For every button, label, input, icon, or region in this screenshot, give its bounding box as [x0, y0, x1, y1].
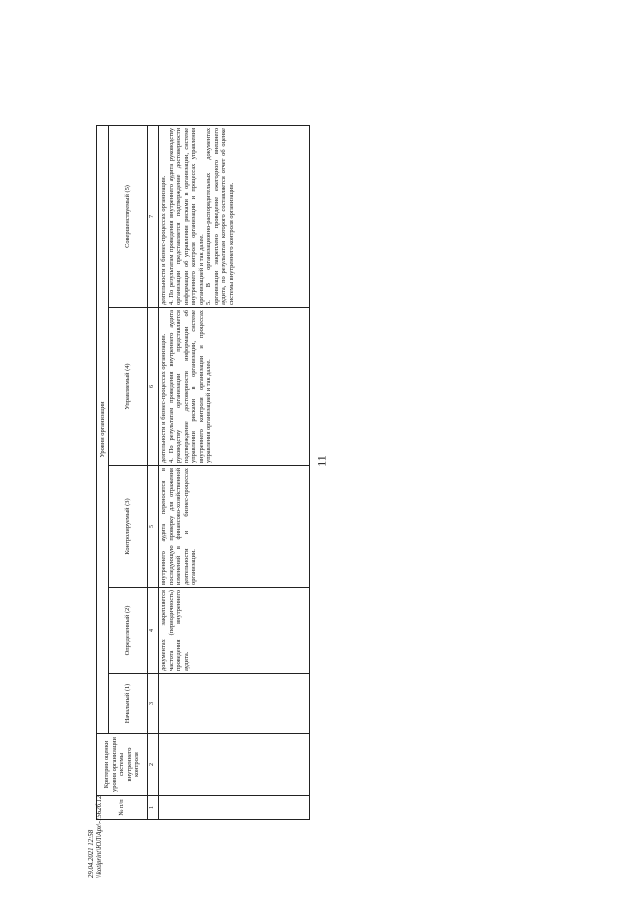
cell-paragraph: деятельности и бизнес-процессах организации.: [160, 175, 167, 305]
header-level-1: Начальный (1): [109, 674, 148, 734]
cell-text: внутреннего аудита переносятся в последующую проверку для отражения изменений в финансово-хозяйственной деятельности и бизнес-процессах организации.: [160, 468, 198, 585]
header-row-levels: [109, 125, 148, 819]
cell-text: документах закрепляется частота (периодичность) проведения внутреннего аудита.: [160, 590, 190, 671]
cell-level-5: [159, 125, 310, 307]
col-number: 3: [148, 674, 159, 734]
col-number: 7: [148, 125, 159, 307]
evaluation-table: [96, 125, 310, 820]
print-timestamp: 29.04.2021 12:58: [88, 829, 95, 878]
header-row-top: [97, 125, 109, 819]
column-number-row: [148, 125, 159, 819]
cell-level-1: [159, 674, 310, 734]
rotated-table-wrapper: [96, 126, 310, 820]
cell-paragraph: 4. По результатам проведения внутреннего аудита руководству организации представляется подтверждение достоверности информации об управлении рисками в организации, системе внутреннего контроля организации и процессах управления организацией и так далее.: [167, 310, 213, 463]
header-criteria: Критерии оценки уровня организации системы внутреннего контроля: [97, 734, 148, 796]
col-number: 2: [148, 734, 159, 796]
cell-level-2: [159, 588, 310, 674]
col-number: 5: [148, 466, 159, 588]
cell-level-4: [159, 308, 310, 466]
cell-criteria: [159, 734, 310, 796]
header-level-4: Управляемый (4): [109, 308, 148, 466]
cell-paragraph: 5. В организационно-распорядительных документах организации закреплено проведение ежегодного внешнего аудита, по результатам которого составляется отчет об оценке системы внутреннего контроля организации.: [205, 127, 235, 305]
print-file-path: \\kotiprint\ЮЛ\Арх\-1562б.12: [96, 795, 104, 878]
cell-paragraph: 4. По результатам проведения внутреннего аудита руководству организации представляется подтверждение достоверности информации об управлении рисками в организации, системе внутреннего контроля организации и процессах управления организацией и так далее.: [167, 127, 205, 305]
header-level-group: Уровни организации: [97, 125, 109, 733]
print-footer: [88, 795, 105, 878]
header-level-3: Контролируемый (3): [109, 466, 148, 588]
col-number: 6: [148, 308, 159, 466]
page-number: 11: [314, 455, 329, 467]
table-row: [159, 125, 310, 819]
col-number: 1: [148, 796, 159, 820]
cell-paragraph: деятельности и бизнес-процессах организации.: [160, 333, 167, 463]
header-no: № п/п: [97, 796, 148, 820]
cell-no: [159, 796, 310, 820]
header-level-2: Определенный (2): [109, 588, 148, 674]
rotated-content: [96, 126, 310, 820]
header-level-5: Совершенствуемый (5): [109, 125, 148, 307]
cell-level-3: [159, 466, 310, 588]
col-number: 4: [148, 588, 159, 674]
